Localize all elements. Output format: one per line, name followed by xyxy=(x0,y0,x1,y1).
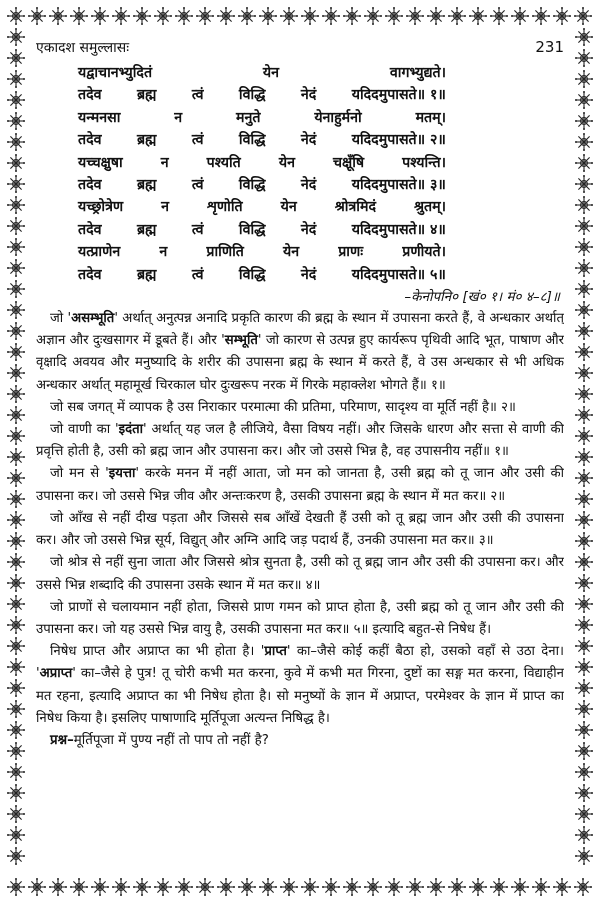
verse-word: त्वं xyxy=(191,177,204,194)
bold-term: असम्भूति xyxy=(71,311,115,327)
question xyxy=(36,730,564,752)
paragraph xyxy=(36,641,564,730)
question-text: मूर्तिपूजा में पुण्य नहीं तो पाप तो नहीं है? xyxy=(73,732,269,748)
verse-word: यच्छ्रोत्रेण xyxy=(78,199,124,216)
bold-term: सम्भूति xyxy=(224,333,258,349)
verse-word: तदेव xyxy=(78,177,102,194)
verse-word: तदेव xyxy=(78,221,102,238)
bold-term: अप्राप्त xyxy=(39,666,73,682)
paragraph xyxy=(36,397,564,419)
verse-word: मनुते xyxy=(236,109,261,126)
verse-line xyxy=(78,84,446,106)
paragraph-text: जो मन से ' xyxy=(50,466,109,482)
verse-word: प्राणः xyxy=(338,244,364,261)
verse-line xyxy=(78,152,446,174)
paragraph-text: जो श्रोत्र से नहीं सुना जाता और जिससे श्रोत्र सुनता है, उसी को तू ब्रह्म जान और उसी की उपासना कर। और उससे भिन्न शब्दादि की उपासना उसके स्थान में मत कर॥ ४॥ xyxy=(36,555,564,593)
verse-word: चक्षूँषि xyxy=(333,154,365,171)
sanskrit-verses xyxy=(78,62,446,286)
verse-word: वागभ्युद्यते। xyxy=(389,65,446,81)
paragraph-text: जो प्राणों से चलायमान नहीं होता, जिससे प्राण गमन को प्राप्त होता है, उसी ब्रह्म को तू जान और उसी की उपासना कर। जो यह उससे भिन्न वायु है, उसकी उपासना मत कर॥ ५॥ इत्यादि बहुत-से निषेध हैं। xyxy=(36,599,564,637)
verse-word: त्वं xyxy=(191,87,204,104)
verse-word: तदेव xyxy=(78,132,102,149)
question-label: प्रश्न– xyxy=(50,732,74,748)
paragraph-text: निषेध प्राप्त और अप्राप्त का भी होता है। ' xyxy=(50,644,265,660)
verse-word: येन xyxy=(280,199,297,216)
verse-line xyxy=(78,219,446,241)
verse-word: यद्वाचानभ्युदितं xyxy=(78,65,153,81)
verse-line xyxy=(78,129,446,151)
page-content xyxy=(36,38,564,870)
bold-term: प्राप्त xyxy=(264,644,287,660)
verse-word: न xyxy=(160,154,169,171)
verse-word: न xyxy=(159,244,168,261)
verse-word: त्वं xyxy=(191,266,204,283)
verse-word: नेदं xyxy=(300,177,317,194)
verse-word: नेदं xyxy=(300,266,317,283)
verse-word: ब्रह्म xyxy=(136,87,157,104)
verse-word: न xyxy=(174,109,183,126)
verse-word: यदिदमुपासते॥ ३॥ xyxy=(351,177,446,194)
verse-line xyxy=(78,241,446,263)
paragraph xyxy=(36,419,564,463)
verse-word: त्वं xyxy=(191,132,204,149)
verse-word: नेदं xyxy=(300,87,317,104)
page-header xyxy=(36,38,564,58)
paragraph xyxy=(36,308,564,397)
paragraph-text: जो आँख से नहीं दीख पड़ता और जिससे सब आँखें देखती हैं उसी को तू ब्रह्म जान और उसी की उपासना कर। और जो उससे भिन्न सूर्य, विद्युत् और अग्नि आदि जड़ पदार्थ हैं, उनकी उपासना मत कर॥ ३॥ xyxy=(36,510,564,549)
verse-word: विद्धि xyxy=(238,266,266,283)
verse-word: न xyxy=(161,199,170,216)
verse-word: विद्धि xyxy=(238,87,266,104)
verse-word: ब्रह्म xyxy=(136,177,157,194)
verse-line xyxy=(78,107,446,129)
verse-word: श्रोत्रमिदं xyxy=(334,199,376,216)
verse-word: नेदं xyxy=(300,221,317,238)
verse-word: येन xyxy=(282,244,300,261)
verse-line xyxy=(78,174,446,196)
verse-word: यत्प्राणेन xyxy=(78,244,121,261)
commentary xyxy=(36,308,564,730)
verse-word: नेदं xyxy=(300,132,317,149)
paragraph-text: ' जो कारण से उत्पन्न हुए कार्यरूप पृथिवी आदि भूत, पाषाण और वृक्षादि अवयव और मनुष्यादि के शरीर की उपासना ब्रह्म के स्थान में करते हैं, वे उस अन्धकार से भी अधिक अन्धकार अर्थात् महामूर्ख चिरकाल घोर दुःखरूप नरक में गिरके महाक्लेश भोगते हैं॥ १॥ xyxy=(36,333,564,393)
paragraph-text: ' अर्थात् अनुत्पन्न अनादि प्रकृति कारण की ब्रह्म के स्थान में उपासना करते हैं, वे अन्धकार अर्थात् अज्ञान और दुःखसागर में डूबते हैं। और ' xyxy=(36,311,564,349)
page-number: 231 xyxy=(535,38,564,56)
verse-word: यदिदमुपासते॥ १॥ xyxy=(351,87,446,104)
verse-word: ब्रह्म xyxy=(136,132,157,149)
verse-word: पश्यन्ति। xyxy=(402,154,446,171)
verse-word: प्रणीयते। xyxy=(402,244,446,261)
verse-word: ब्रह्म xyxy=(136,221,157,238)
verse-word: येन xyxy=(262,65,280,81)
verse-line xyxy=(78,62,446,84)
verse-word: यदिदमुपासते॥ ४॥ xyxy=(351,221,446,238)
verse-word: यच्चक्षुषा xyxy=(78,154,123,171)
verse-word: त्वं xyxy=(191,221,204,238)
paragraph-text: जो सब जगत् में व्यापक है उस निराकार परमात्मा की प्रतिमा, परिमाण, सादृश्य वा मूर्ति नहीं है॥ २॥ xyxy=(50,399,516,415)
verse-word: यदिदमुपासते॥ २॥ xyxy=(351,132,446,149)
paragraph xyxy=(36,508,564,552)
verse-line xyxy=(78,196,446,218)
paragraph-text: ' करके मनन में नहीं आता, जो मन को जानता है, उसी ब्रह्म को तू जान और उसी की उपासना कर। जो उससे भिन्न जीव और अन्तःकरण है, उसकी उपासना ब्रह्म के स्थान में मत कर॥ २॥ xyxy=(36,466,564,504)
paragraph-text: ' का–जैसे हे पुत्र! तू चोरी कभी मत करना, कुवे में कभी मत गिरना, दुष्टों का सङ्ग मत करना, विद्याहीन मत रहना, इत्यादि अप्राप्त का भी निषेध होता है। सो मनुष्यों के ज्ञान में अप्राप्त, परमेश्वर के ज्ञान में प्राप्त का निषेध किया है। इसलिए पाषाणादि मूर्तिपूजा अत्यन्त निषिद्ध है। xyxy=(36,666,564,726)
paragraph-text: ' का–जैसे कोई कहीं बैठा हो, उसको वहाँ से उठा देना। ' xyxy=(36,644,564,682)
paragraph-text: जो ' xyxy=(50,311,72,327)
verse-word: यदिदमुपासते॥ ५॥ xyxy=(351,266,446,283)
verse-word: यन्मनसा xyxy=(78,109,121,126)
verse-word: विद्धि xyxy=(238,177,266,194)
verse-word: येन xyxy=(278,154,295,171)
verse-word: विद्धि xyxy=(238,132,266,149)
verse-word: येनाहुर्मनो xyxy=(314,109,362,126)
verse-word: मतम्। xyxy=(415,109,446,126)
paragraph-text: ' अर्थात् यह जल है लीजिये, वैसा विषय नहीं। और जिसके धारण और सत्ता से वाणी की प्रवृत्ति होती है, उसी को ब्रह्म जान और उपासना कर। और जो उससे भिन्न है, वह उपासनीय नहीं॥ १॥ xyxy=(36,422,564,460)
paragraph xyxy=(36,463,564,507)
verse-word: श्रुतम्। xyxy=(413,199,446,216)
bold-term: इदंता xyxy=(118,422,144,438)
chapter-title: एकादश समुल्लासः xyxy=(36,40,130,56)
verse-word: ब्रह्म xyxy=(136,266,157,283)
verse-line xyxy=(78,264,446,286)
verse-source: –केनोपनि० [खं० १। मं० ४–८]॥ xyxy=(404,289,560,306)
verse-word: तदेव xyxy=(78,87,102,104)
paragraph xyxy=(36,597,564,641)
verse-word: शृणोति xyxy=(207,199,243,216)
verse-word: प्राणिति xyxy=(206,244,244,261)
verse-word: पश्यति xyxy=(206,154,241,171)
verse-word: विद्धि xyxy=(238,221,266,238)
bold-term: इयत्ता xyxy=(108,466,136,482)
paragraph xyxy=(36,552,564,596)
verse-word: तदेव xyxy=(78,266,102,283)
paragraph-text: जो वाणी का ' xyxy=(50,422,119,438)
